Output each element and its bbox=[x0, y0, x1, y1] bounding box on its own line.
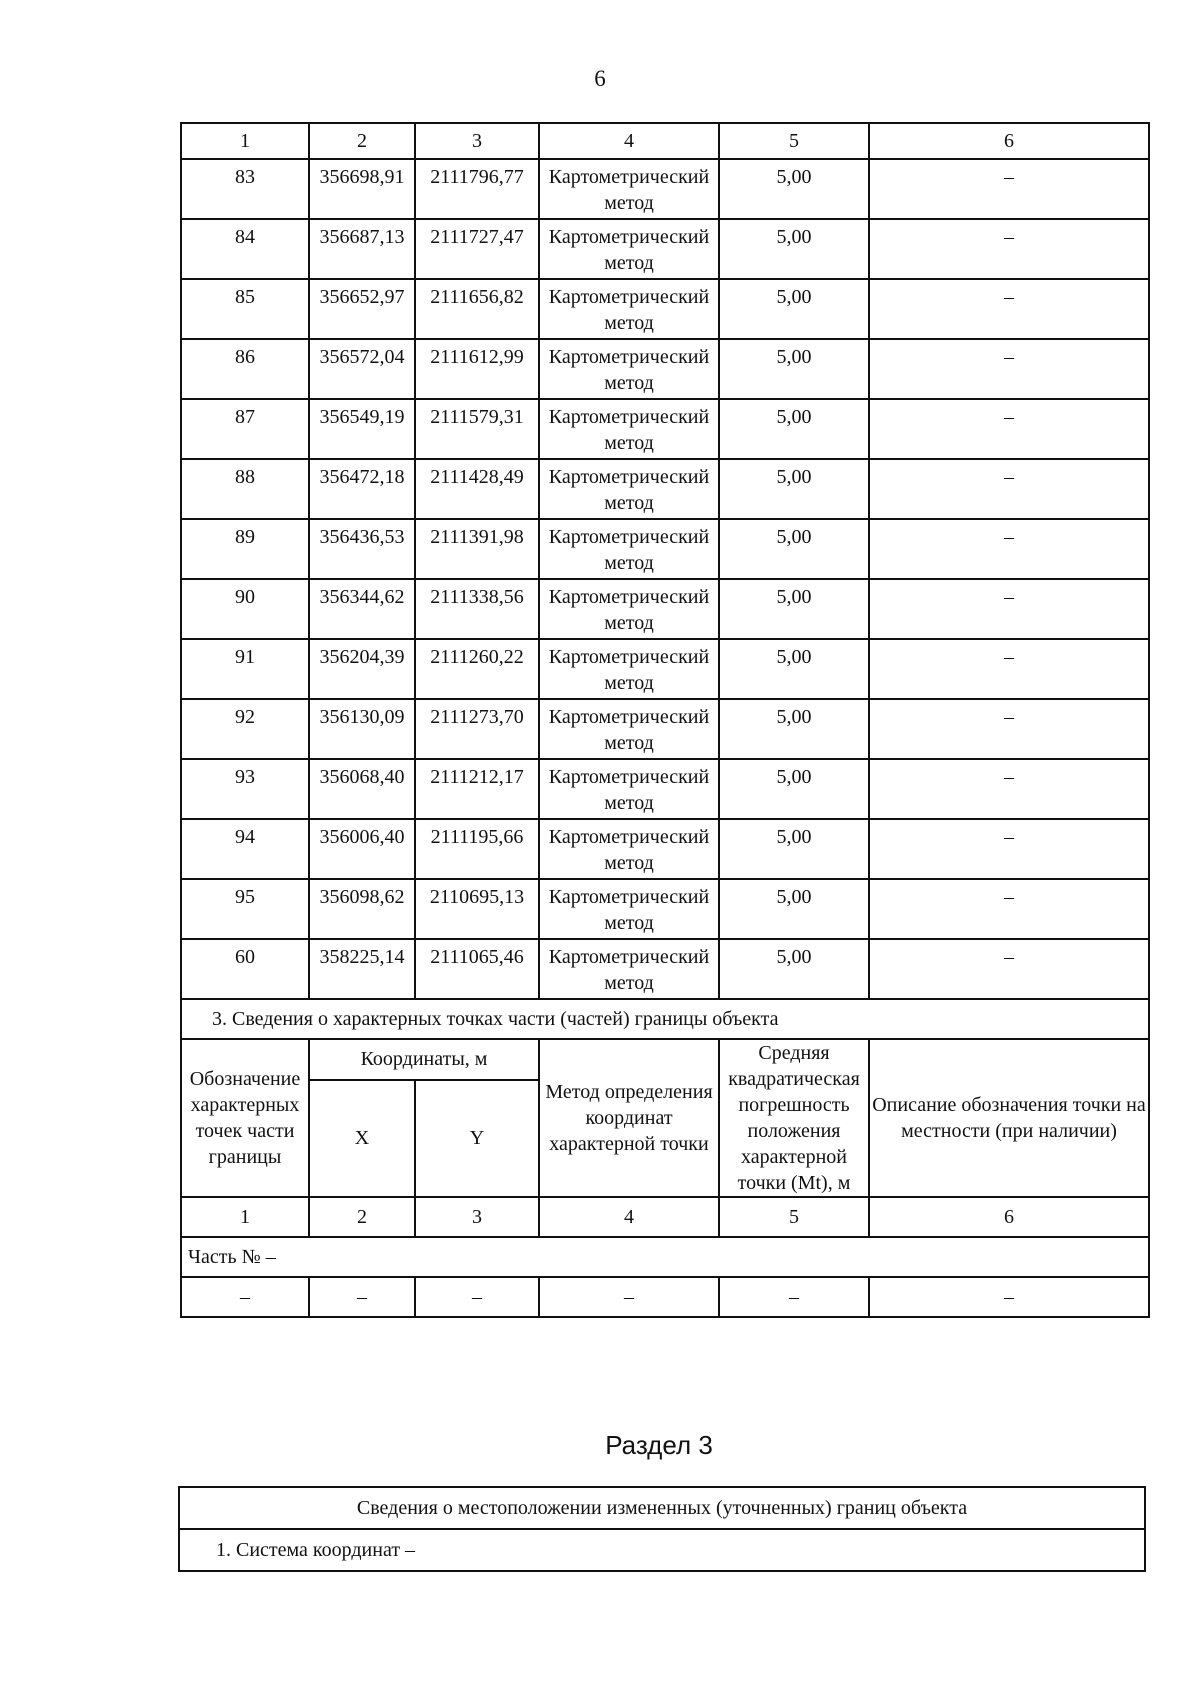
coord-y-cell: 2111727,47 bbox=[415, 219, 539, 279]
coord-x-cell: 356652,97 bbox=[309, 279, 415, 339]
point-number-cell: 85 bbox=[181, 279, 309, 339]
empty-cell: – bbox=[539, 1277, 719, 1317]
method-cell: Картометрический метод bbox=[539, 459, 719, 519]
empty-cell: – bbox=[719, 1277, 869, 1317]
accuracy-cell: 5,00 bbox=[719, 759, 869, 819]
page-number: 6 bbox=[594, 66, 606, 91]
coord-x-cell: 356130,09 bbox=[309, 699, 415, 759]
description-cell: – bbox=[869, 819, 1149, 879]
coord-y-cell: 2111579,31 bbox=[415, 399, 539, 459]
col-number: 1 bbox=[181, 1197, 309, 1237]
coord-y-cell: 2111796,77 bbox=[415, 159, 539, 219]
coord-y-cell: 2111065,46 bbox=[415, 939, 539, 999]
description-cell: – bbox=[869, 339, 1149, 399]
point-number-cell: 89 bbox=[181, 519, 309, 579]
description-cell: – bbox=[869, 219, 1149, 279]
empty-cell: – bbox=[869, 1277, 1149, 1317]
point-number-cell: 93 bbox=[181, 759, 309, 819]
method-cell: Картометрический метод bbox=[539, 279, 719, 339]
description-cell: – bbox=[869, 759, 1149, 819]
description-cell: – bbox=[869, 519, 1149, 579]
col-number: 4 bbox=[539, 1197, 719, 1237]
description-cell: – bbox=[869, 459, 1149, 519]
point-number-cell: 87 bbox=[181, 399, 309, 459]
col-number: 6 bbox=[869, 123, 1149, 159]
coord-x-cell: 356687,13 bbox=[309, 219, 415, 279]
coord-y-cell: 2111195,66 bbox=[415, 819, 539, 879]
coord-y-cell: 2111428,49 bbox=[415, 459, 539, 519]
point-number-cell: 95 bbox=[181, 879, 309, 939]
col-number: 6 bbox=[869, 1197, 1149, 1237]
table-title-row bbox=[179, 1487, 1145, 1529]
coord-y-cell: 2111273,70 bbox=[415, 699, 539, 759]
description-cell: – bbox=[869, 939, 1149, 999]
table-row bbox=[181, 579, 1149, 639]
col-number: 2 bbox=[309, 1197, 415, 1237]
column-number-row bbox=[181, 123, 1149, 159]
table-row bbox=[181, 699, 1149, 759]
coord-x-cell: 356572,04 bbox=[309, 339, 415, 399]
method-cell: Картометрический метод bbox=[539, 399, 719, 459]
point-number-cell: 92 bbox=[181, 699, 309, 759]
table-row bbox=[181, 939, 1149, 999]
point-number-cell: 90 bbox=[181, 579, 309, 639]
method-cell: Картометрический метод bbox=[539, 219, 719, 279]
point-number-cell: 88 bbox=[181, 459, 309, 519]
accuracy-cell: 5,00 bbox=[719, 219, 869, 279]
coord-x-cell: 356549,19 bbox=[309, 399, 415, 459]
empty-data-row bbox=[181, 1277, 1149, 1317]
header-coordinates: Координаты, м bbox=[309, 1039, 539, 1080]
section3-title-row bbox=[181, 999, 1149, 1039]
description-cell: – bbox=[869, 279, 1149, 339]
description-cell: – bbox=[869, 699, 1149, 759]
point-number-cell: 91 bbox=[181, 639, 309, 699]
table-row bbox=[181, 399, 1149, 459]
section3-title: 3. Сведения о характерных точках части (частей) границы объекта bbox=[181, 999, 1149, 1039]
col-number: 3 bbox=[415, 123, 539, 159]
coord-x-cell: 358225,14 bbox=[309, 939, 415, 999]
section-heading: Раздел 3 bbox=[605, 1430, 713, 1460]
coord-x-cell: 356006,40 bbox=[309, 819, 415, 879]
method-cell: Картометрический метод bbox=[539, 759, 719, 819]
col-number: 5 bbox=[719, 1197, 869, 1237]
accuracy-cell: 5,00 bbox=[719, 279, 869, 339]
table-row bbox=[181, 879, 1149, 939]
coord-x-cell: 356436,53 bbox=[309, 519, 415, 579]
col-number: 4 bbox=[539, 123, 719, 159]
coord-y-cell: 2110695,13 bbox=[415, 879, 539, 939]
table-row bbox=[181, 159, 1149, 219]
coord-y-cell: 2111338,56 bbox=[415, 579, 539, 639]
boundary-changes-table bbox=[178, 1486, 1146, 1572]
description-cell: – bbox=[869, 579, 1149, 639]
col-number: 3 bbox=[415, 1197, 539, 1237]
header-accuracy: Средняя квадратическая погрешность положения характерной точки (Mt), м bbox=[719, 1039, 869, 1197]
accuracy-cell: 5,00 bbox=[719, 519, 869, 579]
accuracy-cell: 5,00 bbox=[719, 579, 869, 639]
accuracy-cell: 5,00 bbox=[719, 819, 869, 879]
coord-y-cell: 2111391,98 bbox=[415, 519, 539, 579]
point-number-cell: 60 bbox=[181, 939, 309, 999]
section3-column-number-row bbox=[181, 1197, 1149, 1237]
table-row bbox=[181, 219, 1149, 279]
coord-x-cell: 356204,39 bbox=[309, 639, 415, 699]
method-cell: Картометрический метод bbox=[539, 339, 719, 399]
point-number-cell: 86 bbox=[181, 339, 309, 399]
accuracy-cell: 5,00 bbox=[719, 699, 869, 759]
table-row bbox=[181, 819, 1149, 879]
coord-y-cell: 2111656,82 bbox=[415, 279, 539, 339]
table-row bbox=[181, 459, 1149, 519]
header-method: Метод определения координат характерной точки bbox=[539, 1039, 719, 1197]
accuracy-cell: 5,00 bbox=[719, 939, 869, 999]
coord-x-cell: 356098,62 bbox=[309, 879, 415, 939]
empty-cell: – bbox=[181, 1277, 309, 1317]
coord-x-cell: 356344,62 bbox=[309, 579, 415, 639]
coord-x-cell: 356068,40 bbox=[309, 759, 415, 819]
section3-header-row bbox=[181, 1039, 1149, 1080]
empty-cell: – bbox=[415, 1277, 539, 1317]
accuracy-cell: 5,00 bbox=[719, 399, 869, 459]
header-y: Y bbox=[415, 1080, 539, 1198]
method-cell: Картометрический метод bbox=[539, 819, 719, 879]
header-point-designation: Обозначение характерных точек части границы bbox=[181, 1039, 309, 1197]
header-x: X bbox=[309, 1080, 415, 1198]
description-cell: – bbox=[869, 639, 1149, 699]
point-number-cell: 94 bbox=[181, 819, 309, 879]
method-cell: Картометрический метод bbox=[539, 639, 719, 699]
coord-y-cell: 2111260,22 bbox=[415, 639, 539, 699]
method-cell: Картометрический метод bbox=[539, 879, 719, 939]
accuracy-cell: 5,00 bbox=[719, 879, 869, 939]
coord-x-cell: 356698,91 bbox=[309, 159, 415, 219]
col-number: 1 bbox=[181, 123, 309, 159]
part-row bbox=[181, 1237, 1149, 1277]
method-cell: Картометрический метод bbox=[539, 699, 719, 759]
accuracy-cell: 5,00 bbox=[719, 339, 869, 399]
point-number-cell: 84 bbox=[181, 219, 309, 279]
description-cell: – bbox=[869, 159, 1149, 219]
coord-system: 1. Система координат – bbox=[179, 1529, 1145, 1571]
method-cell: Картометрический метод bbox=[539, 519, 719, 579]
method-cell: Картометрический метод bbox=[539, 579, 719, 639]
coord-system-row bbox=[179, 1529, 1145, 1571]
col-number: 5 bbox=[719, 123, 869, 159]
coordinates-table bbox=[180, 122, 1150, 1318]
table-row bbox=[181, 279, 1149, 339]
accuracy-cell: 5,00 bbox=[719, 639, 869, 699]
coord-x-cell: 356472,18 bbox=[309, 459, 415, 519]
description-cell: – bbox=[869, 879, 1149, 939]
table-row bbox=[181, 759, 1149, 819]
accuracy-cell: 5,00 bbox=[719, 459, 869, 519]
accuracy-cell: 5,00 bbox=[719, 159, 869, 219]
empty-cell: – bbox=[309, 1277, 415, 1317]
table-row bbox=[181, 519, 1149, 579]
col-number: 2 bbox=[309, 123, 415, 159]
method-cell: Картометрический метод bbox=[539, 939, 719, 999]
coord-y-cell: 2111612,99 bbox=[415, 339, 539, 399]
description-cell: – bbox=[869, 399, 1149, 459]
table-row bbox=[181, 339, 1149, 399]
coord-y-cell: 2111212,17 bbox=[415, 759, 539, 819]
part-label: Часть № – bbox=[181, 1237, 1149, 1277]
point-number-cell: 83 bbox=[181, 159, 309, 219]
table-title: Сведения о местоположении измененных (уточненных) границ объекта bbox=[179, 1487, 1145, 1529]
header-description: Описание обозначения точки на местности (при наличии) bbox=[869, 1039, 1149, 1197]
table-row bbox=[181, 639, 1149, 699]
method-cell: Картометрический метод bbox=[539, 159, 719, 219]
